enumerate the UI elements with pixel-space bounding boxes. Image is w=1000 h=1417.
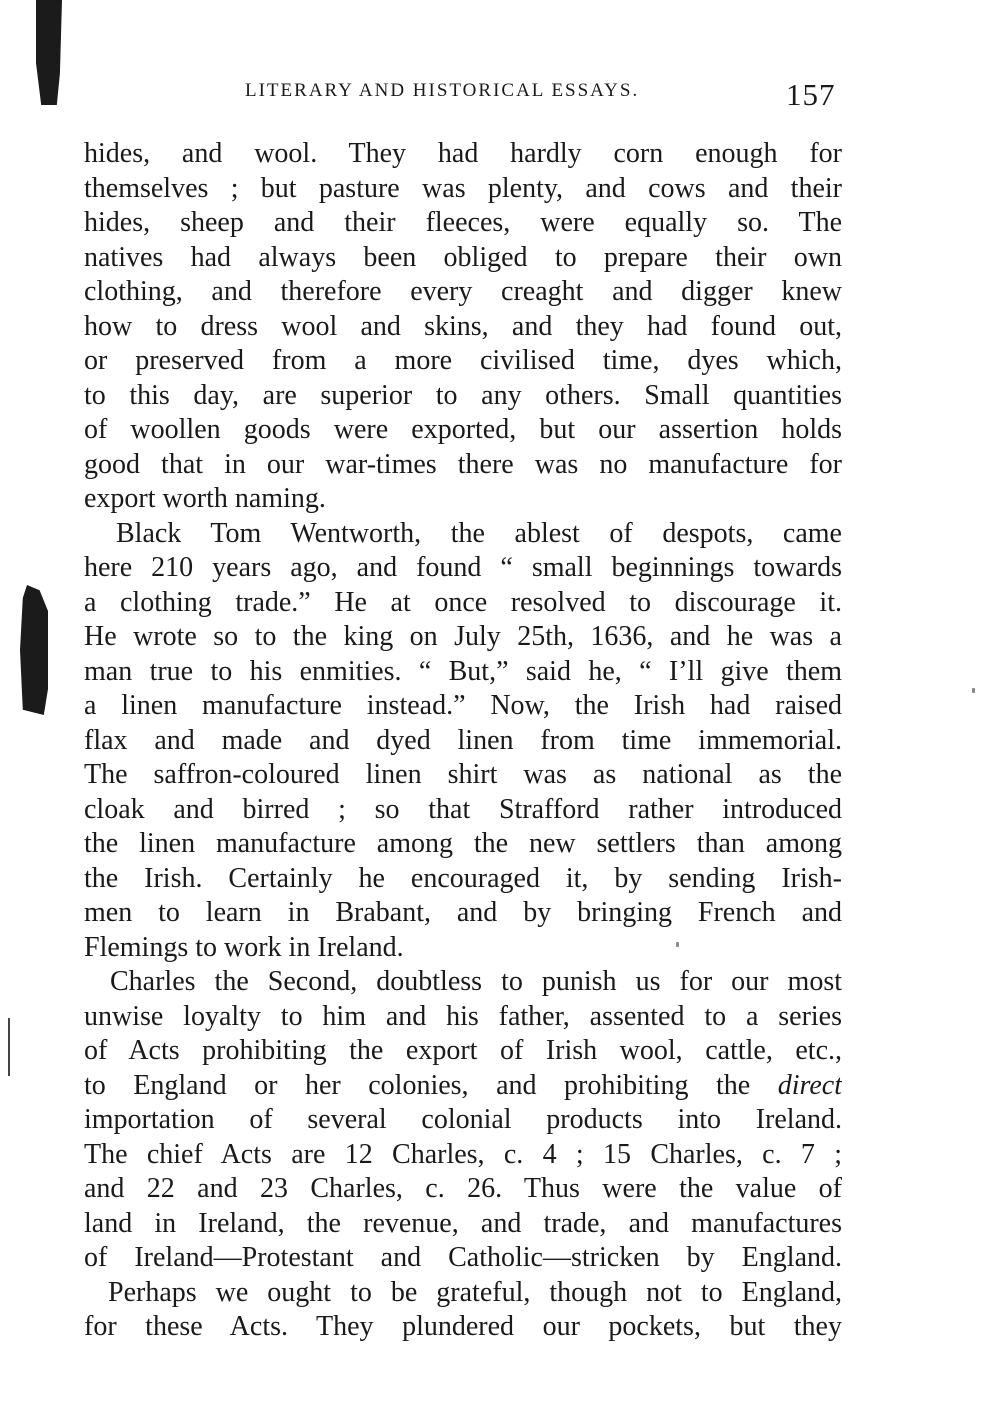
text-line: good that in our war-times there was no manufacture for bbox=[84, 448, 842, 480]
running-header-title: LITERARY AND HISTORICAL ESSAYS. bbox=[245, 80, 640, 101]
text-line: hides, and wool. They had hardly corn enough for bbox=[84, 138, 842, 169]
text-line: of Acts prohibiting the export of Irish wool, cattle, etc., bbox=[84, 1035, 842, 1066]
page-number: 157 bbox=[786, 77, 836, 112]
text-line: flax and made and dyed linen from time immemorial. bbox=[84, 724, 842, 756]
text-line: The chief Acts are 12 Charles, c. 4 ; 15 Charles, c. 7 ; bbox=[84, 1138, 842, 1170]
text-line: how to dress wool and skins, and they had found out, bbox=[84, 310, 842, 342]
scan-speck bbox=[972, 688, 975, 693]
text-line: clothing, and therefore every creaght and digger knew bbox=[84, 276, 842, 307]
text-line: men to learn in Brabant, and by bringing French and bbox=[84, 897, 842, 928]
text-line: cloak and birred ; so that Strafford rather introduced bbox=[84, 793, 842, 825]
paragraph bbox=[84, 965, 842, 1276]
text-line: a linen manufacture instead.” Now, the Irish had raised bbox=[84, 690, 842, 721]
text-line: export worth naming. bbox=[84, 483, 326, 514]
paragraph bbox=[84, 1276, 842, 1345]
text-line: of Ireland—Protestant and Catholic—stricken by England. bbox=[84, 1242, 842, 1273]
text-line: to England or her colonies, and prohibiting the direct bbox=[84, 1069, 842, 1101]
text-line: a clothing trade.” He at once resolved to discourage it. bbox=[84, 586, 842, 618]
paragraph bbox=[84, 137, 842, 517]
text-line: or preserved from a more civilised time, dyes which, bbox=[84, 345, 842, 376]
running-header bbox=[245, 80, 850, 114]
text-line: and 22 and 23 Charles, c. 26. Thus were the value of bbox=[84, 1173, 842, 1204]
text-line: here 210 years ago, and found “ small beginnings towards bbox=[84, 552, 842, 583]
text-line: natives had always been obliged to prepare their own bbox=[84, 241, 842, 273]
text-line: of woollen goods were exported, but our assertion holds bbox=[84, 414, 842, 445]
scan-artifact-lower bbox=[8, 1018, 10, 1076]
text-line: Black Tom Wentworth, the ablest of despots, came bbox=[116, 517, 842, 549]
text-line: man true to his enmities. “ But,” said he, “ I’ll give them bbox=[84, 655, 842, 687]
text-line: He wrote so to the king on July 25th, 1636, and he was a bbox=[84, 621, 842, 652]
text-line: themselves ; but pasture was plenty, and cows and their bbox=[84, 172, 842, 204]
text-line: for these Acts. They plundered our pockets, but they bbox=[84, 1311, 842, 1342]
text-line: unwise loyalty to him and his father, assented to a series bbox=[84, 1000, 842, 1032]
text-line: land in Ireland, the revenue, and trade, and manufactures bbox=[84, 1207, 842, 1239]
text-line: the linen manufacture among the new settlers than among bbox=[84, 828, 842, 859]
body-text bbox=[84, 137, 842, 1345]
text-line: to this day, are superior to any others. Small quantities bbox=[84, 379, 842, 411]
emphasis-text: direct bbox=[777, 1069, 842, 1101]
paragraph bbox=[84, 517, 842, 966]
scan-artifact-middle bbox=[20, 585, 48, 715]
text-line: Perhaps we ought to be grateful, though not to England, bbox=[108, 1276, 842, 1308]
text-line: importation of several colonial products into Ireland. bbox=[84, 1104, 842, 1135]
text-line: hides, sheep and their fleeces, were equally so. The bbox=[84, 207, 842, 238]
text-line: Charles the Second, doubtless to punish us for our most bbox=[110, 966, 842, 997]
text-line: The saffron-coloured linen shirt was as national as the bbox=[84, 759, 842, 790]
scan-artifact-top bbox=[36, 0, 62, 105]
text-line: Flemings to work in Ireland. bbox=[84, 931, 404, 963]
text-line: the Irish. Certainly he encouraged it, by sending Irish- bbox=[84, 862, 842, 894]
